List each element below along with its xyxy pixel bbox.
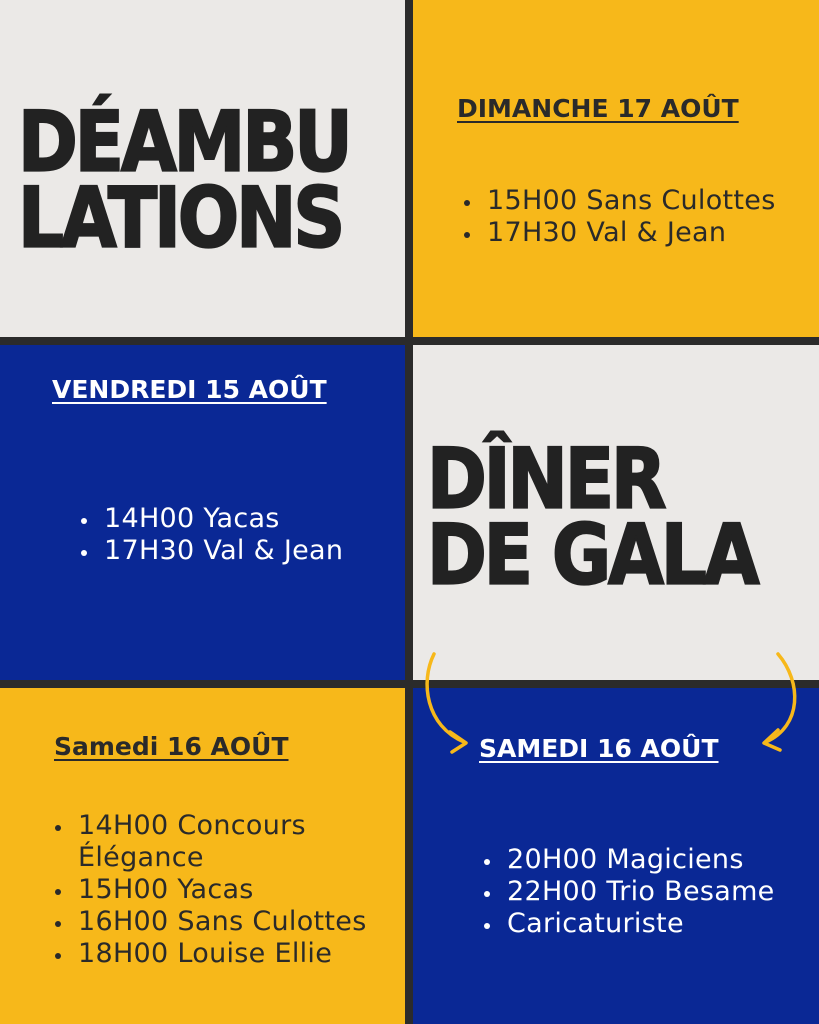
vendredi-schedule-list: [76, 503, 343, 567]
schedule-item: • 14H00 Yacas: [100, 503, 343, 535]
schedule-item: • 17H30 Val & Jean: [100, 535, 343, 567]
dimanche-schedule-list: [459, 185, 776, 249]
samedi-deambulations-heading: Samedi 16 AOÛT: [54, 732, 289, 761]
samedi-deambulations-panel: [0, 688, 405, 1024]
dimanche-heading: DIMANCHE 17 AOÛT: [457, 94, 739, 123]
diner-title-line1: DÎNER: [427, 430, 664, 528]
schedule-item: • 18H00 Louise Ellie: [74, 938, 405, 970]
diner-title-line2: DE GALA: [427, 506, 757, 604]
diner-title: [427, 430, 757, 604]
samedi-deambulations-schedule-list: [50, 810, 405, 970]
curved-arrow-right-icon: [752, 648, 812, 752]
schedule-item: • Caricaturiste: [503, 908, 775, 940]
deambulations-title: [18, 93, 350, 267]
curved-arrow-left-icon: [420, 648, 480, 752]
schedule-item: • 22H00 Trio Besame: [503, 876, 775, 908]
schedule-item: • 17H30 Val & Jean: [483, 217, 776, 249]
diner-panel: [413, 345, 819, 680]
schedule-item: • 20H00 Magiciens: [503, 844, 775, 876]
vendredi-panel: [0, 345, 405, 680]
samedi-gala-schedule-list: [479, 844, 775, 940]
vendredi-heading: VENDREDI 15 AOÛT: [52, 375, 327, 404]
dimanche-panel: [413, 0, 819, 337]
samedi-gala-heading: SAMEDI 16 AOÛT: [479, 734, 719, 763]
deambulations-title-line1: DÉAMBU: [18, 93, 350, 191]
schedule-item: • 15H00 Yacas: [74, 874, 405, 906]
deambulations-title-line2: LATIONS: [18, 169, 343, 267]
schedule-item: • 14H00 Concours Élégance: [74, 810, 405, 874]
schedule-item: • 15H00 Sans Culottes: [483, 185, 776, 217]
deambulations-panel: [0, 0, 405, 337]
schedule-item: • 16H00 Sans Culottes: [74, 906, 405, 938]
